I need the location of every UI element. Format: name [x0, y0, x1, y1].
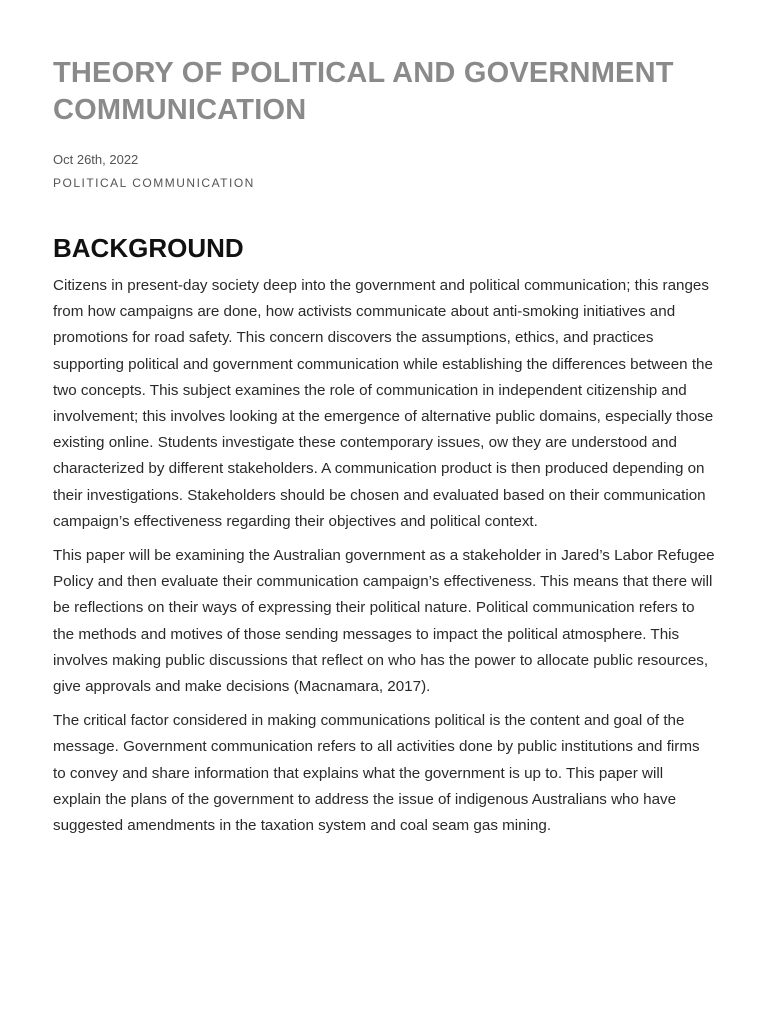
body-paragraph: This paper will be examining the Australian government as a stakeholder in Jared’s Labor Refugee Policy and then evaluate their communication campaign’s effectiveness. This means that there will be reflections on their ways of expressing their political nature. Political communication refers to the methods and motives of those sending messages to impact the political atmosphere. This involves making public discussions that reflect on who has the power to allocate public resources, give approvals and make decisions (Macnamara, 2017). — [53, 547, 715, 696]
section-heading: BACKGROUND — [53, 233, 244, 263]
article-title: THEORY OF POLITICAL AND GOVERNMENT COMMUNICATION — [53, 57, 674, 126]
publish-date: Oct 26th, 2022 — [53, 152, 139, 167]
body-paragraph: Citizens in present-day society deep into the government and political communication; this ranges from how campaigns are done, how activists communicate about anti-smoking initiatives and promotions for road safety. This concern discovers the assumptions, ethics, and practices supporting political and government communication while establishing the differences between the two concepts. This subject examines the role of communication in independent citizenship and involvement; this involves looking at the emergence of alternative public domains, especially those existing online. Students investigate these contemporary issues, ow they are understood and characterized by different stakeholders. A communication product is then produced depending on their investigations. Stakeholders should be chosen and evaluated based on their communication campaign’s effectiveness regarding their objectives and political context. — [53, 277, 714, 530]
body-paragraph: The critical factor considered in making communications political is the content and goal of the message. Government communication refers to all activities done by public institutions and firms to convey and share information that explains what the government is up to. This paper will explain the plans of the government to address the issue of indigenous Australians who have suggested amendments in the taxation system and coal seam gas mining. — [53, 712, 700, 835]
category-link[interactable]: POLITICAL COMMUNICATION — [53, 176, 255, 190]
